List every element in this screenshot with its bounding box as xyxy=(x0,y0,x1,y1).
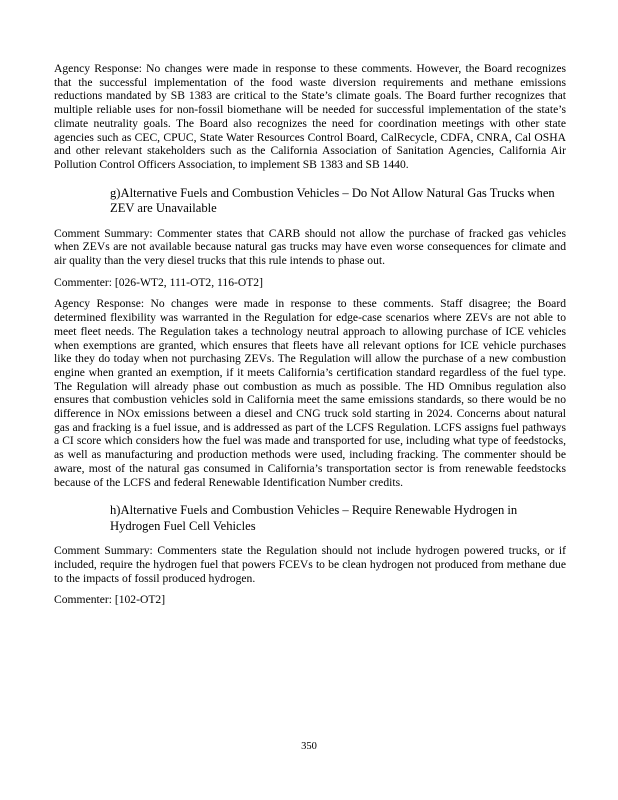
section-heading-g: g)Alternative Fuels and Combustion Vehicles – Do Not Allow Natural Gas Trucks when ZEV are Unavailable xyxy=(110,185,555,216)
document-body xyxy=(54,62,566,607)
commenter-line: Commenter: [026-WT2, 111-OT2, 116-OT2] xyxy=(54,275,263,289)
comment-summary-paragraph: Comment Summary: Commenter states that CARB should not allow the purchase of fracked gas vehicles when ZEVs are not available because natural gas trucks may have even worse consequences for climate and air quality than the very diesel trucks that this rule intends to phase out. xyxy=(54,226,566,268)
agency-response-paragraph: Agency Response: No changes were made in response to these comments. Staff disagree; the Board determined flexibility was warranted in the Regulation for edge-case scenarios where ZEVs are not able to meet fleet needs. The Regulation takes a technology neutral approach to allowing purchase of ICE vehicles when exemptions are granted, which ensures that fleets have all relevant options for ICE vehicle purchases like they do today when not purchasing ZEVs. The Regulation will allow the purchase of a new combustion engine when granted an exemption, if it meets California’s certification standard regardless of the fuel type. The Regulation will already phase out combustion as much as possible. The HD Omnibus regulation also ensures that combustion vehicles sold in California meet the same emissions standards, so there would be no difference in NOx emissions between a diesel and CNG truck sold starting in 2024. Concerns about natural gas and fracking is a fuel issue, and is addressed as part of the LCFS Regulation. LCFS assigns fuel pathways a CI score which considers how the fuel was made and transported for use, including what type of feedstocks, as well as manufacturing and production methods were used, including fracking. The commenter should be aware, most of the natural gas consumed in California’s transportation sector is from renewable feedstocks because of the LCFS and federal Renewable Identification Number credits. xyxy=(54,297,566,489)
comment-summary-paragraph: Comment Summary: Commenters state the Regulation should not include hydrogen powered trucks, or if included, require the hydrogen fuel that powers FCEVs to be clean hydrogen not produced from methane due to the impacts of fossil produced hydrogen. xyxy=(54,544,566,585)
page-number: 350 xyxy=(301,741,317,752)
agency-response-paragraph: Agency Response: No changes were made in response to these comments. However, the Board recognizes that the successful implementation of the food waste diversion requirements and methane emissions reductions mandated by SB 1383 are critical to the State’s climate goals. The Board further recognizes that multiple reliable uses for non-fossil biomethane will be needed for successful implementation of the state’s climate neutrality goals. The Board also recognizes the need for coordination meetings with other state agencies such as CEC, CPUC, State Water Resources Control Board, CalRecycle, CDFA, CNRA, Cal OSHA and other relevant stakeholders such as the California Association of Sanitation Agencies, California Air Pollution Control Officers Association, to implement SB 1383 and SB 1440. xyxy=(54,62,566,171)
commenter-line: Commenter: [102-OT2] xyxy=(54,593,166,607)
section-heading-h: h)Alternative Fuels and Combustion Vehicles – Require Renewable Hydrogen in Hydrogen Fuel Cell Vehicles xyxy=(110,503,518,533)
